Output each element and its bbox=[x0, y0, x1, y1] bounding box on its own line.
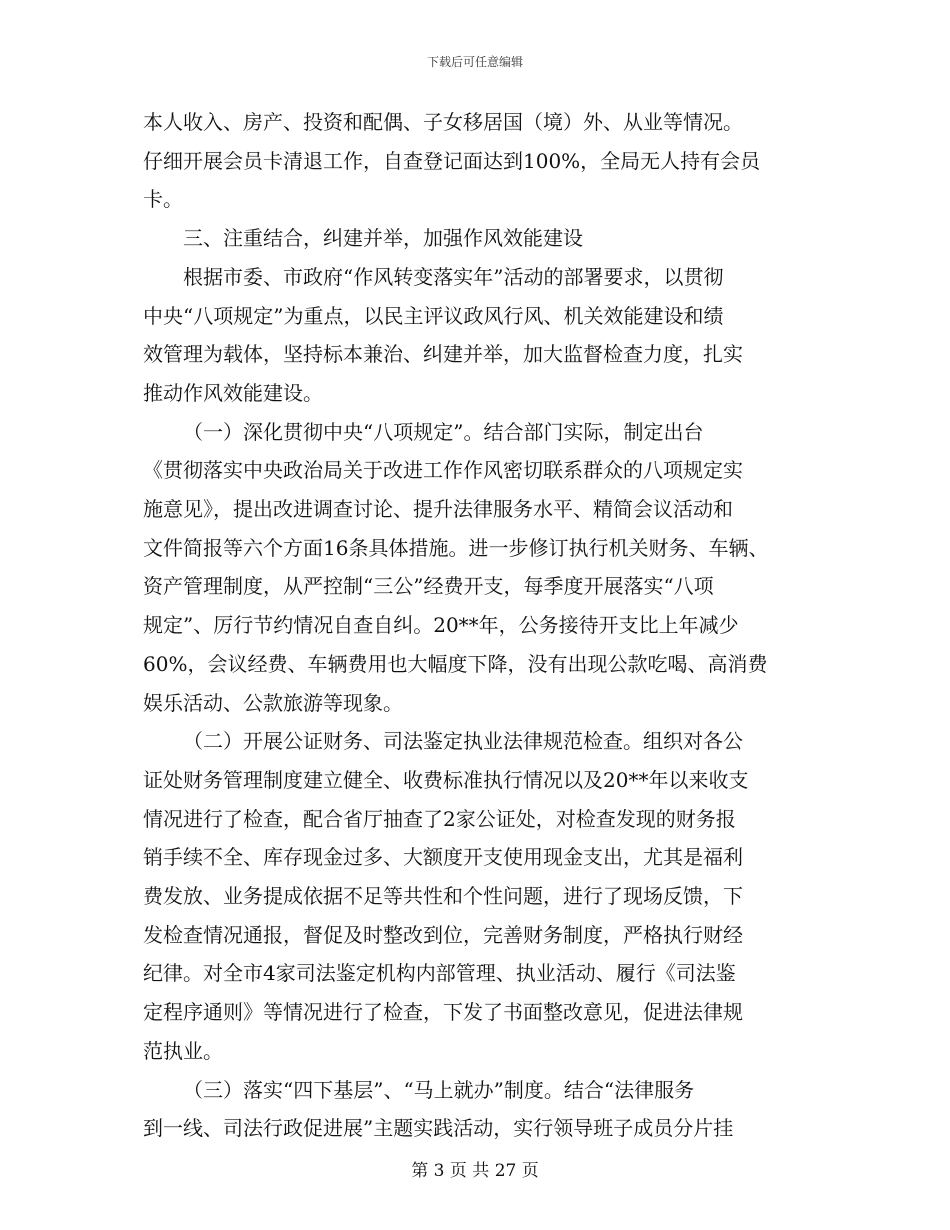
text-line: 仔细开展会员卡清退工作，自查登记面达到100%，全局无人持有会员 bbox=[143, 148, 761, 173]
text-line: 根据市委、市政府“作风转变落实年”活动的部署要求，以贯彻 bbox=[183, 264, 724, 289]
text-line: （一）深化贯彻中央“八项规定”。结合部门实际，制定出台 bbox=[183, 419, 704, 444]
text-line: 推动作风效能建设。 bbox=[143, 380, 323, 405]
text-line: 证处财务管理制度建立健全、收费标准执行情况以及20**年以来收支 bbox=[143, 767, 749, 792]
text-line: 规定”、厉行节约情况自查自纠。20**年，公务接待开支比上年减少 bbox=[143, 613, 739, 638]
text-line: 纪律。对全市4家司法鉴定机构内部管理、执业活动、履行《司法鉴 bbox=[143, 961, 736, 986]
text-line: 发检查情况通报，督促及时整改到位，完善财务制度，严格执行财经 bbox=[143, 922, 743, 947]
text-line: 文件简报等六个方面16条具体措施。进一步修订执行机关财务、车辆、 bbox=[143, 535, 769, 560]
text-line: 卡。 bbox=[143, 187, 183, 212]
text-line: 范执业。 bbox=[143, 1038, 223, 1063]
text-line: 本人收入、房产、投资和配偶、子女移居国（境）外、从业等情况。 bbox=[143, 110, 743, 134]
text-line: （二）开展公证财务、司法鉴定执业法律规范检查。组织对各公 bbox=[183, 729, 743, 754]
text-line: 资产管理制度，从严控制“三公”经费开支，每季度开展落实“八项 bbox=[143, 574, 714, 599]
text-line: 费发放、业务提成依据不足等共性和个性问题，进行了现场反馈，下 bbox=[143, 884, 743, 908]
text-line: 施意见》，提出改进调查讨论、提升法律服务水平、精简会议活动和 bbox=[143, 497, 733, 521]
text-line: 娱乐活动、公款旅游等现象。 bbox=[143, 690, 403, 715]
text-line: 三、注重结合，纠建并举，加强作风效能建设 bbox=[183, 226, 583, 251]
text-line: 到一线、司法行政促进展”主题实践活动，实行领导班子成员分片挂 bbox=[143, 1116, 734, 1141]
page-header: 下载后可任意编辑 bbox=[426, 55, 523, 69]
page-footer: 第 3 页 共 27 页 bbox=[411, 1161, 539, 1181]
text-line: 《贯彻落实中央政治局关于改进工作作风密切联系群众的八项规定实 bbox=[143, 458, 743, 483]
text-line: 中央“八项规定”为重点，以民主评议政风行风、机关效能建设和绩 bbox=[143, 303, 724, 328]
text-line: （三）落实“四下基层”、“马上就办”制度。结合“法律服务 bbox=[183, 1077, 695, 1102]
text-line: 效管理为载体，坚持标本兼治、纠建并举，加大监督检查力度，扎实 bbox=[143, 342, 743, 367]
text-line: 情况进行了检查，配合省厅抽查了2家公证处，对检查发现的财务报 bbox=[143, 806, 736, 831]
text-line: 60%，会议经费、车辆费用也大幅度下降，没有出现公款吃喝、高消费 bbox=[143, 651, 768, 676]
text-line: 定程序通则》等情况进行了检查，下发了书面整改意见，促进法律规 bbox=[143, 1000, 743, 1025]
text-line: 销手续不全、库存现金过多、大额度开支使用现金支出，尤其是福利 bbox=[143, 845, 743, 870]
